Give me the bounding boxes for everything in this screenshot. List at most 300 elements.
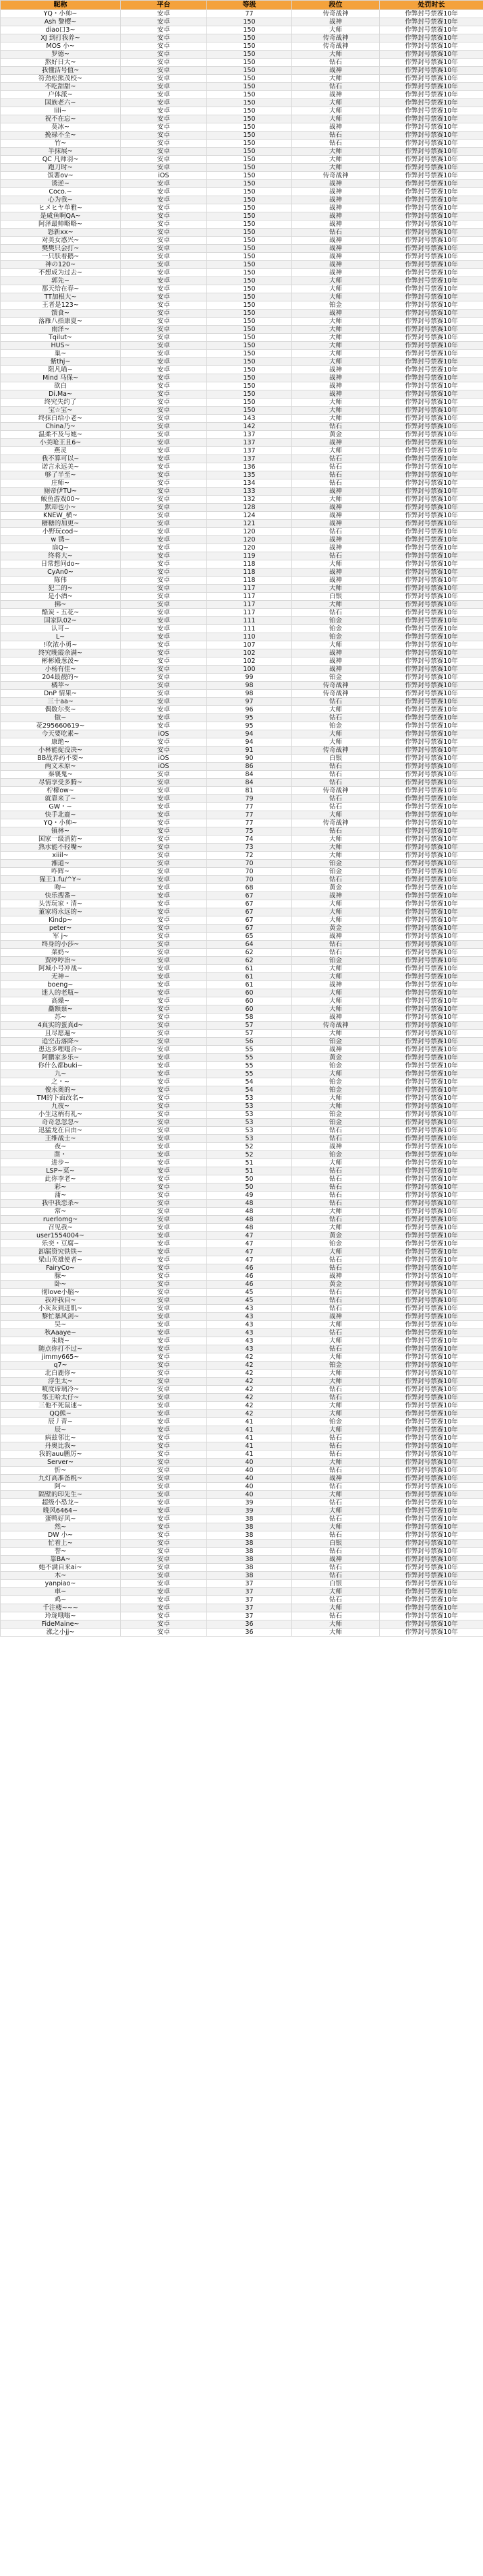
cell-rank: 大师 (292, 1604, 380, 1612)
cell-level: 119 (207, 552, 292, 560)
cell-penalty: 作弊封号禁赛10年 (380, 1030, 483, 1038)
cell-rank: 大师 (292, 844, 380, 852)
cell-platform: 安卓 (121, 479, 207, 488)
cell-penalty: 作弊封号禁赛10年 (380, 407, 483, 415)
cell-penalty: 作弊封号禁赛10年 (380, 1329, 483, 1337)
cell-level: 53 (207, 1094, 292, 1103)
cell-platform: 安卓 (121, 1159, 207, 1167)
cell-penalty: 作弊封号禁赛10年 (380, 59, 483, 67)
cell-platform: 安卓 (121, 1313, 207, 1321)
cell-level: 70 (207, 868, 292, 876)
cell-platform: 安卓 (121, 1103, 207, 1111)
cell-nickname: 乐奕・豆腐~ (1, 1240, 121, 1248)
table-row (1, 1014, 483, 1022)
table-row (1, 657, 483, 666)
cell-rank: 铂金 (292, 1038, 380, 1046)
cell-rank: 战神 (292, 382, 380, 390)
cell-rank: 大师 (292, 26, 380, 34)
cell-penalty: 作弊封号禁赛10年 (380, 827, 483, 836)
cell-level: 150 (207, 140, 292, 148)
table-row (1, 714, 483, 722)
table-row (1, 690, 483, 698)
cell-penalty: 作弊封号禁赛10年 (380, 488, 483, 496)
cell-nickname: 神の120~ (1, 261, 121, 269)
cell-level: 77 (207, 819, 292, 827)
cell-platform: 安卓 (121, 1208, 207, 1216)
cell-level: 98 (207, 682, 292, 690)
table-row (1, 1167, 483, 1175)
cell-rank: 钻石 (292, 1345, 380, 1353)
cell-penalty: 作弊封号禁赛10年 (380, 714, 483, 722)
table-row (1, 1159, 483, 1167)
cell-level: 86 (207, 763, 292, 771)
cell-platform: 安卓 (121, 1321, 207, 1329)
cell-level: 42 (207, 1394, 292, 1402)
cell-level: 81 (207, 787, 292, 795)
cell-platform: 安卓 (121, 1362, 207, 1370)
table-row (1, 1483, 483, 1491)
cell-platform: 安卓 (121, 852, 207, 860)
table-row (1, 568, 483, 577)
cell-platform: 安卓 (121, 641, 207, 649)
cell-nickname: 我懂洁号值~ (1, 67, 121, 75)
cell-rank: 战神 (292, 657, 380, 666)
table-row (1, 1054, 483, 1062)
cell-rank: 大师 (292, 1378, 380, 1386)
cell-penalty: 作弊封号禁赛10年 (380, 900, 483, 908)
cell-nickname: 高燥~ (1, 997, 121, 1005)
table-row (1, 609, 483, 617)
cell-level: 102 (207, 657, 292, 666)
cell-penalty: 作弊封号禁赛10年 (380, 1192, 483, 1200)
cell-rank: 战神 (292, 269, 380, 277)
table-row (1, 957, 483, 965)
table-row (1, 42, 483, 51)
cell-nickname: 三十aa~ (1, 698, 121, 706)
cell-rank: 钻石 (292, 1451, 380, 1459)
cell-rank: 钻石 (292, 479, 380, 488)
cell-platform: 安卓 (121, 91, 207, 99)
cell-platform: 安卓 (121, 1620, 207, 1629)
cell-penalty: 作弊封号禁赛10年 (380, 221, 483, 229)
table-row (1, 277, 483, 285)
cell-penalty: 作弊封号禁赛10年 (380, 860, 483, 868)
cell-platform: 安卓 (121, 1426, 207, 1434)
cell-penalty: 作弊封号禁赛10年 (380, 1272, 483, 1281)
cell-rank: 大师 (292, 326, 380, 334)
table-row (1, 374, 483, 382)
table-row (1, 107, 483, 115)
cell-penalty: 作弊封号禁赛10年 (380, 123, 483, 131)
table-row (1, 1491, 483, 1499)
table-row (1, 1402, 483, 1410)
cell-platform: 安卓 (121, 1329, 207, 1337)
table-row (1, 463, 483, 471)
cell-rank: 大师 (292, 51, 380, 59)
cell-nickname: 你什么都buki~ (1, 1062, 121, 1070)
cell-platform: 安卓 (121, 666, 207, 674)
cell-level: 150 (207, 310, 292, 318)
cell-level: 150 (207, 301, 292, 310)
cell-level: 150 (207, 399, 292, 407)
cell-platform: 安卓 (121, 1232, 207, 1240)
cell-level: 120 (207, 528, 292, 536)
table-row (1, 1329, 483, 1337)
table-row (1, 358, 483, 366)
cell-nickname: 对美女惑兴~ (1, 237, 121, 245)
table-row (1, 1208, 483, 1216)
table-row (1, 722, 483, 730)
cell-nickname: 小美呛王且6~ (1, 439, 121, 447)
cell-rank: 钻石 (292, 1305, 380, 1313)
table-row (1, 1183, 483, 1192)
cell-nickname: 梁山英雄使者~ (1, 1256, 121, 1264)
cell-level: 124 (207, 512, 292, 520)
cell-nickname: 王者是123~ (1, 301, 121, 310)
cell-platform: 安卓 (121, 212, 207, 221)
cell-level: 51 (207, 1167, 292, 1175)
cell-level: 38 (207, 1572, 292, 1580)
cell-penalty: 作弊封号禁赛10年 (380, 916, 483, 925)
cell-nickname: 那天给在春~ (1, 285, 121, 293)
cell-penalty: 作弊封号禁赛10年 (380, 1507, 483, 1515)
table-row (1, 1394, 483, 1402)
cell-rank: 战神 (292, 374, 380, 382)
cell-penalty: 作弊封号禁赛10年 (380, 196, 483, 204)
cell-penalty: 作弊封号禁赛10年 (380, 649, 483, 657)
cell-penalty: 作弊封号禁赛10年 (380, 1232, 483, 1240)
table-row (1, 552, 483, 560)
cell-nickname: KNEW_横~ (1, 512, 121, 520)
cell-platform: 安卓 (121, 601, 207, 609)
cell-platform: 安卓 (121, 1410, 207, 1418)
cell-nickname: 祝不在忘~ (1, 115, 121, 123)
cell-rank: 大师 (292, 334, 380, 342)
cell-rank: 战神 (292, 204, 380, 212)
cell-penalty: 作弊封号禁赛10年 (380, 876, 483, 884)
cell-rank: 战神 (292, 123, 380, 131)
cell-penalty: 作弊封号禁赛10年 (380, 836, 483, 844)
cell-level: 150 (207, 51, 292, 59)
cell-nickname: HUS~ (1, 342, 121, 350)
cell-penalty: 作弊封号禁赛10年 (380, 682, 483, 690)
table-row (1, 666, 483, 674)
cell-rank: 大师 (292, 1402, 380, 1410)
cell-level: 73 (207, 844, 292, 852)
cell-rank: 钻石 (292, 1264, 380, 1272)
cell-penalty: 作弊封号禁赛10年 (380, 1167, 483, 1175)
cell-rank: 大师 (292, 1248, 380, 1256)
cell-level: 61 (207, 965, 292, 973)
cell-rank: 白银 (292, 593, 380, 601)
cell-level: 118 (207, 568, 292, 577)
table-row (1, 496, 483, 504)
cell-nickname: 进步~ (1, 1159, 121, 1167)
cell-penalty: 作弊封号禁赛10年 (380, 1321, 483, 1329)
cell-rank: 大师 (292, 1620, 380, 1629)
cell-rank: 黄金 (292, 884, 380, 892)
cell-platform: 安卓 (121, 1434, 207, 1442)
cell-penalty: 作弊封号禁赛10年 (380, 965, 483, 973)
table-row (1, 617, 483, 625)
cell-nickname: 湘道~ (1, 860, 121, 868)
table-row (1, 83, 483, 91)
cell-rank: 战神 (292, 1014, 380, 1022)
table-row (1, 1264, 483, 1272)
cell-rank: 大师 (292, 107, 380, 115)
cell-nickname: 军 j~ (1, 933, 121, 941)
cell-level: 54 (207, 1086, 292, 1094)
cell-platform: 安卓 (121, 18, 207, 26)
cell-level: 53 (207, 1119, 292, 1127)
cell-level: 150 (207, 172, 292, 180)
cell-rank: 钻石 (292, 1289, 380, 1297)
cell-nickname: 朱晓~ (1, 1337, 121, 1345)
cell-nickname: 厕帝伊TU~ (1, 488, 121, 496)
cell-level: 150 (207, 42, 292, 51)
cell-rank: 铂金 (292, 633, 380, 641)
cell-platform: 安卓 (121, 1305, 207, 1313)
cell-penalty: 作弊封号禁赛10年 (380, 1410, 483, 1418)
cell-penalty: 作弊封号禁赛10年 (380, 771, 483, 779)
cell-platform: 安卓 (121, 1151, 207, 1159)
cell-nickname: 小野玩cod~ (1, 528, 121, 536)
cell-platform: 安卓 (121, 131, 207, 140)
table-row (1, 755, 483, 763)
table-row (1, 844, 483, 852)
table-row (1, 1410, 483, 1418)
cell-nickname: ruerlomg~ (1, 1216, 121, 1224)
table-row (1, 1232, 483, 1240)
cell-level: 41 (207, 1442, 292, 1451)
cell-nickname: 卸漏资究铁铁~ (1, 1248, 121, 1256)
cell-nickname: 饭薯ov~ (1, 172, 121, 180)
cell-penalty: 作弊封号禁赛10年 (380, 819, 483, 827)
table-row (1, 1103, 483, 1111)
cell-level: 41 (207, 1451, 292, 1459)
cell-penalty: 作弊封号禁赛10年 (380, 1248, 483, 1256)
cell-nickname: yanpiao~ (1, 1580, 121, 1588)
table-row (1, 1531, 483, 1540)
table-row (1, 1005, 483, 1014)
cell-platform: 安卓 (121, 26, 207, 34)
cell-level: 150 (207, 18, 292, 26)
table-row (1, 512, 483, 520)
cell-penalty: 作弊封号禁赛10年 (380, 552, 483, 560)
table-row (1, 1022, 483, 1030)
cell-nickname: 彬彬殿葱泼~ (1, 657, 121, 666)
cell-penalty: 作弊封号禁赛10年 (380, 1094, 483, 1103)
cell-platform: 安卓 (121, 884, 207, 892)
table-row (1, 1612, 483, 1620)
table-row (1, 51, 483, 59)
cell-level: 43 (207, 1337, 292, 1345)
cell-platform: 安卓 (121, 301, 207, 310)
cell-platform: 安卓 (121, 382, 207, 390)
cell-rank: 钻石 (292, 1200, 380, 1208)
table-row (1, 382, 483, 390)
cell-penalty: 作弊封号禁赛10年 (380, 601, 483, 609)
cell-platform: 安卓 (121, 164, 207, 172)
cell-penalty: 作弊封号禁赛10年 (380, 399, 483, 407)
cell-rank: 铂金 (292, 868, 380, 876)
cell-penalty: 作弊封号禁赛10年 (380, 512, 483, 520)
cell-level: 37 (207, 1588, 292, 1596)
cell-platform: 安卓 (121, 1127, 207, 1135)
table-row (1, 997, 483, 1005)
cell-platform: 安卓 (121, 1523, 207, 1531)
cell-level: 37 (207, 1612, 292, 1620)
cell-platform: iOS (121, 763, 207, 771)
table-row (1, 180, 483, 188)
cell-platform: 安卓 (121, 269, 207, 277)
cell-penalty: 作弊封号禁赛10年 (380, 593, 483, 601)
cell-platform: 安卓 (121, 609, 207, 617)
table-row (1, 156, 483, 164)
cell-level: 135 (207, 471, 292, 479)
cell-platform: 安卓 (121, 496, 207, 504)
table-row (1, 229, 483, 237)
cell-platform: 安卓 (121, 552, 207, 560)
cell-level: 53 (207, 1103, 292, 1111)
cell-nickname: 熟水能不轻嘴~ (1, 844, 121, 852)
cell-platform: 安卓 (121, 237, 207, 245)
cell-level: 55 (207, 1054, 292, 1062)
cell-nickname: 菜奶~ (1, 949, 121, 957)
cell-level: 53 (207, 1135, 292, 1143)
table-row (1, 1596, 483, 1604)
cell-penalty: 作弊封号禁赛10年 (380, 188, 483, 196)
cell-level: 97 (207, 698, 292, 706)
cell-level: 41 (207, 1418, 292, 1426)
cell-level: 150 (207, 212, 292, 221)
cell-platform: 安卓 (121, 1086, 207, 1094)
cell-platform: 安卓 (121, 1540, 207, 1548)
cell-platform: 安卓 (121, 148, 207, 156)
cell-rank: 铂金 (292, 1078, 380, 1086)
cell-platform: 安卓 (121, 916, 207, 925)
cell-rank: 大师 (292, 1337, 380, 1345)
cell-penalty: 作弊封号禁赛10年 (380, 674, 483, 682)
cell-penalty: 作弊封号禁赛10年 (380, 374, 483, 382)
cell-level: 150 (207, 326, 292, 334)
cell-penalty: 作弊封号禁赛10年 (380, 1014, 483, 1022)
cell-nickname: 无神~ (1, 973, 121, 981)
cell-rank: 铂金 (292, 722, 380, 730)
cell-nickname: 召见我~ (1, 1224, 121, 1232)
cell-nickname: 紫thj~ (1, 358, 121, 366)
cell-platform: 安卓 (121, 156, 207, 164)
cell-rank: 钻石 (292, 471, 380, 479)
cell-rank: 战神 (292, 221, 380, 229)
cell-penalty: 作弊封号禁赛10年 (380, 1313, 483, 1321)
cell-rank: 大师 (292, 1159, 380, 1167)
cell-nickname: 半抹展~ (1, 148, 121, 156)
cell-level: 40 (207, 1491, 292, 1499)
cell-nickname: 玲珑哦嗡~ (1, 1612, 121, 1620)
cell-rank: 大师 (292, 641, 380, 649)
cell-nickname: 燕灵 (1, 447, 121, 455)
cell-platform: 安卓 (121, 342, 207, 350)
cell-penalty: 作弊封号禁赛10年 (380, 1394, 483, 1402)
cell-rank: 战神 (292, 568, 380, 577)
cell-level: 52 (207, 1151, 292, 1159)
cell-rank: 传奇战神 (292, 34, 380, 42)
table-row (1, 148, 483, 156)
cell-level: 150 (207, 67, 292, 75)
cell-level: 91 (207, 747, 292, 755)
cell-level: 77 (207, 10, 292, 18)
cell-level: 49 (207, 1192, 292, 1200)
cell-rank: 传奇战神 (292, 10, 380, 18)
cell-level: 70 (207, 876, 292, 884)
cell-level: 107 (207, 641, 292, 649)
cell-rank: 大师 (292, 399, 380, 407)
cell-rank: 战神 (292, 245, 380, 253)
table-row (1, 1224, 483, 1232)
cell-nickname: 超级小恐龙~ (1, 1499, 121, 1507)
table-row (1, 949, 483, 957)
cell-platform: 安卓 (121, 795, 207, 803)
cell-platform: 安卓 (121, 585, 207, 593)
cell-rank: 大师 (292, 1094, 380, 1103)
cell-penalty: 作弊封号禁赛10年 (380, 390, 483, 399)
cell-rank: 铂金 (292, 1119, 380, 1127)
cell-nickname: jimmy665~ (1, 1353, 121, 1362)
table-row (1, 301, 483, 310)
cell-rank: 钻石 (292, 1531, 380, 1540)
cell-platform: 安卓 (121, 1005, 207, 1014)
cell-nickname: QQ熊~ (1, 1410, 121, 1418)
cell-penalty: 作弊封号禁赛10年 (380, 463, 483, 471)
table-row (1, 1370, 483, 1378)
cell-platform: 安卓 (121, 99, 207, 107)
cell-rank: 战神 (292, 212, 380, 221)
cell-level: 150 (207, 156, 292, 164)
table-row (1, 1030, 483, 1038)
table-row (1, 706, 483, 714)
cell-platform: 安卓 (121, 1596, 207, 1604)
cell-platform: 安卓 (121, 318, 207, 326)
cell-penalty: 作弊封号禁赛10年 (380, 301, 483, 310)
table-row (1, 59, 483, 67)
cell-nickname: 邻王哈太仔~ (1, 1394, 121, 1402)
cell-penalty: 作弊封号禁赛10年 (380, 633, 483, 641)
cell-rank: 钻石 (292, 552, 380, 560)
cell-platform: 安卓 (121, 293, 207, 301)
cell-penalty: 作弊封号禁赛10年 (380, 787, 483, 795)
cell-rank: 大师 (292, 1353, 380, 1362)
cell-penalty: 作弊封号禁赛10年 (380, 415, 483, 423)
cell-level: 43 (207, 1345, 292, 1353)
table-row (1, 131, 483, 140)
cell-level: 41 (207, 1426, 292, 1434)
cell-nickname: 黎忙暴风剑~ (1, 1313, 121, 1321)
cell-level: 150 (207, 180, 292, 188)
table-row (1, 1499, 483, 1507)
cell-rank: 钻石 (292, 949, 380, 957)
cell-penalty: 作弊封号禁赛10年 (380, 75, 483, 83)
cell-rank: 大师 (292, 1588, 380, 1596)
cell-penalty: 作弊封号禁赛10年 (380, 1224, 483, 1232)
cell-level: 39 (207, 1507, 292, 1515)
cell-nickname: Ash 黎樱~ (1, 18, 121, 26)
table-row (1, 1353, 483, 1362)
cell-rank: 钻石 (292, 1596, 380, 1604)
cell-platform: 安卓 (121, 245, 207, 253)
table-row (1, 34, 483, 42)
cell-level: 117 (207, 601, 292, 609)
